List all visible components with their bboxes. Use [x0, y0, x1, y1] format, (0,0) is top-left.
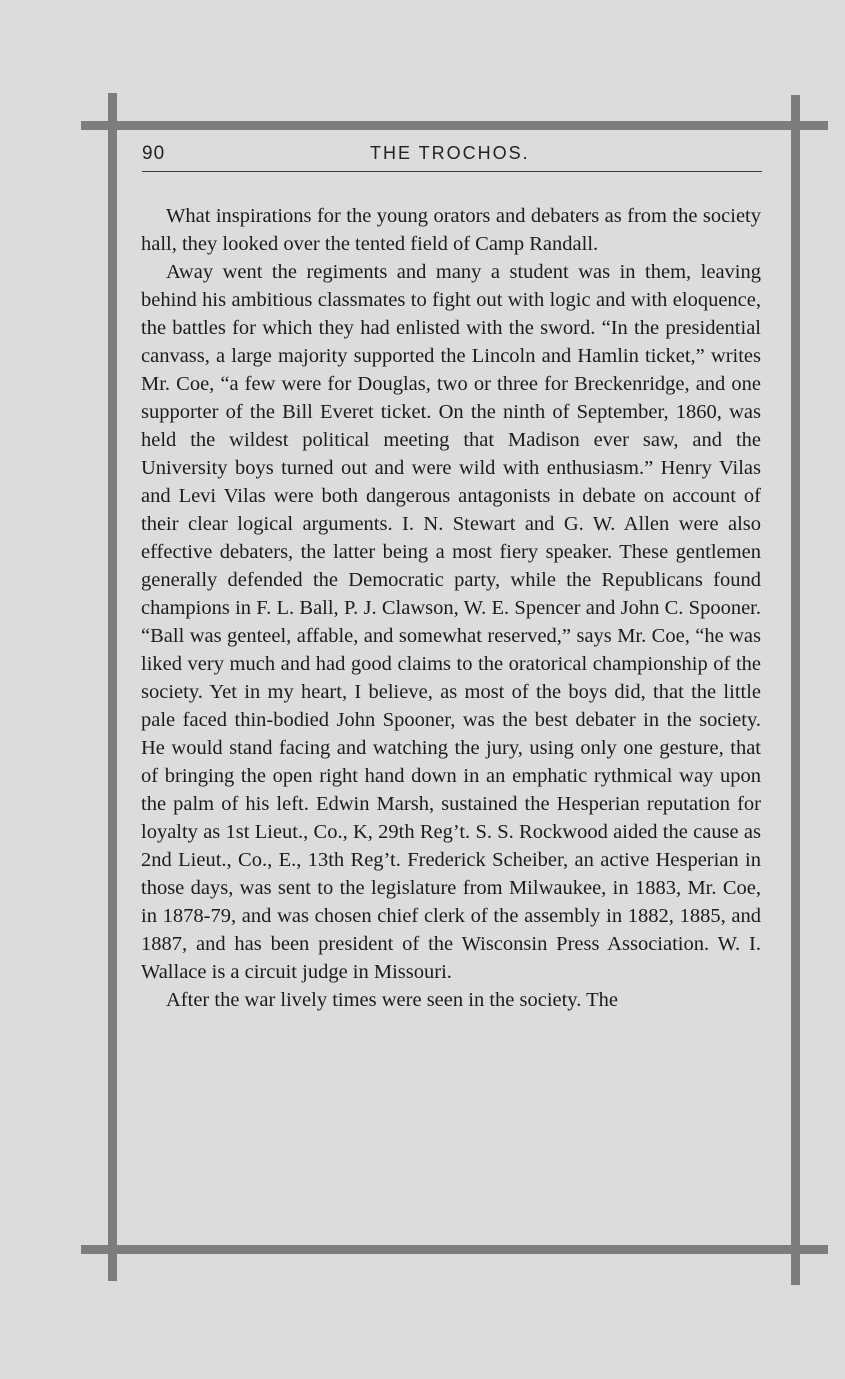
body-text	[141, 202, 761, 1014]
paragraph: Away went the regiments and many a student was in them, leaving behind his ambitious classmates to fight out with logic and with eloquence, the battles for which they had enlisted with the sword. “In the presidential canvass, a large majority supported the Lincoln and Hamlin ticket,” writes Mr. Coe, “a few were for Douglas, two or three for Breckenridge, and one supporter of the Bill Everet ticket. On the ninth of September, 1860, was held the wildest political meeting that Madison ever saw, and the University boys turned out and were wild with enthusiasm.” Henry Vilas and Levi Vilas were both dangerous antagonists in debate on account of their clear logical arguments. I. N. Stewart and G. W. Allen were also effective debaters, the latter being a most fiery speaker. These gentlemen generally defended the Democratic party, while the Republicans found champions in F. L. Ball, P. J. Clawson, W. E. Spencer and John C. Spooner. “Ball was genteel, affable, and somewhat reserved,” says Mr. Coe, “he was liked very much and had good claims to the oratorical championship of the society. Yet in my heart, I believe, as most of the boys did, that the little pale faced thin-bodied John Spooner, was the best debater in the society. He would stand facing and watching the jury, using only one gesture, that of bringing the open right hand down in an emphatic rythmical way upon the palm of his left. Edwin Marsh, sustained the Hesperian reputation for loyalty as 1st Lieut., Co., K, 29th Reg’t. S. S. Rockwood aided the cause as 2nd Lieut., Co., E., 13th Reg’t. Frederick Scheiber, an active Hesperian in those days, was sent to the legislature from Milwaukee, in 1883, Mr. Coe, in 1878-79, and was chosen chief clerk of the assembly in 1882, 1885, and 1887, and has been president of the Wisconsin Press Association. W. I. Wallace is a circuit judge in Missouri.	[141, 261, 761, 983]
page-border-bottom	[81, 1245, 828, 1254]
paragraph: What inspirations for the young orators and debaters as from the society hall, they looked over the tented field of Camp Randall.	[141, 205, 761, 255]
paragraph: After the war lively times were seen in the society. The	[166, 989, 618, 1011]
page-border-left	[108, 93, 117, 1281]
page-border-right	[791, 95, 800, 1285]
page-border-top	[81, 121, 828, 130]
running-head: THE TROCHOS.	[370, 143, 530, 163]
page-number: 90	[142, 143, 166, 164]
page-header	[142, 139, 762, 172]
